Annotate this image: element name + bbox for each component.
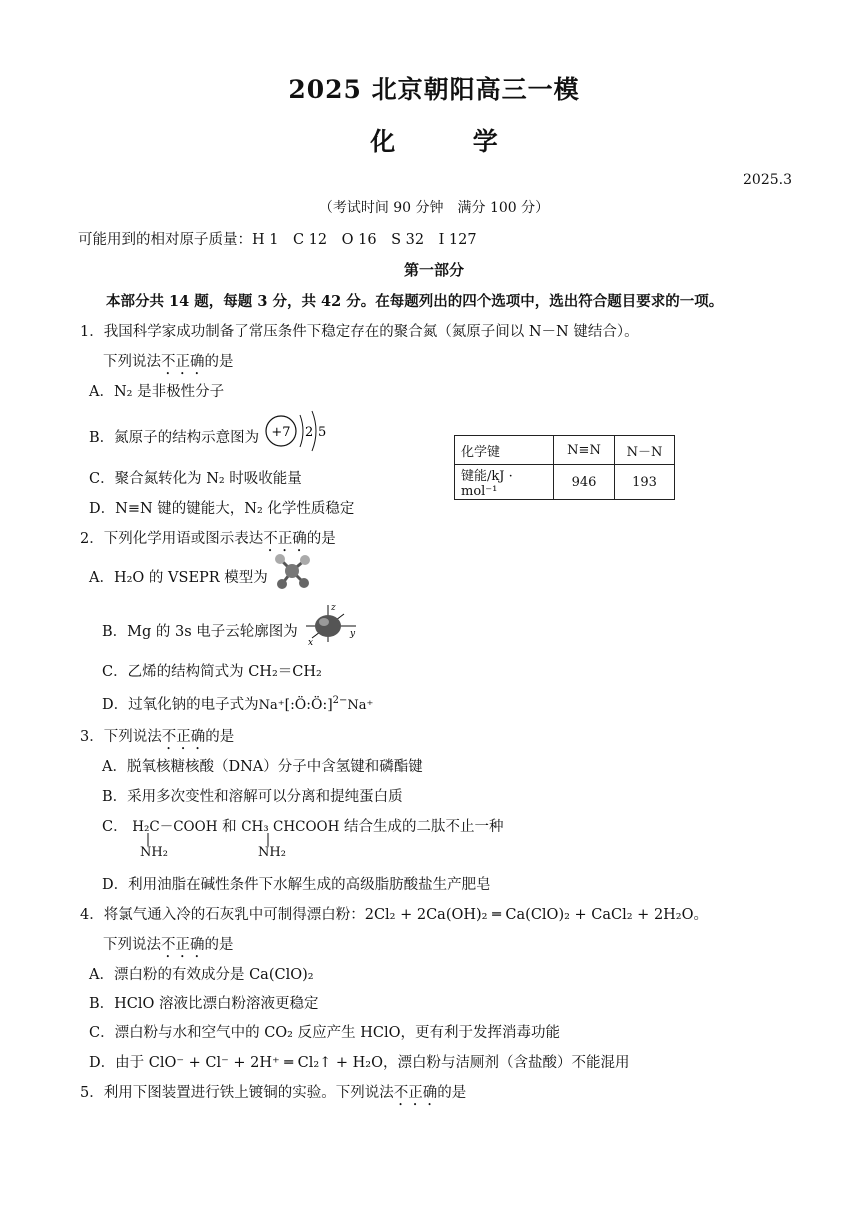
q2-option-a[interactable]: A．H₂O 的 VSEPR 模型为	[89, 565, 312, 591]
exam-title: 2025 北京朝阳高三一模	[288, 75, 580, 104]
z-axis-label: z	[331, 603, 337, 613]
q4-option-b[interactable]: B．HClO 溶液比漂白粉溶液更稳定	[89, 996, 319, 1012]
q3-option-b[interactable]: B．采用多次变性和溶解可以分离和提纯蛋白质	[102, 789, 403, 805]
emphasis: 不正确	[161, 729, 206, 745]
subject-char-2: 学	[472, 127, 498, 156]
peroxide-ion: [:Ö:Ö:]	[284, 697, 333, 713]
x-axis-label: x	[308, 638, 314, 646]
charge: 2−	[332, 695, 348, 707]
sodium-ion: Na⁺	[258, 698, 285, 713]
atomic-masses: 可能用到的相对原子质量：H 1 C 12 O 16 S 32 I 127	[78, 232, 477, 248]
table-cell: 946	[554, 465, 615, 500]
q1-ask: 下列说法不正确的是	[103, 354, 234, 370]
vsepr-model-image	[272, 551, 312, 591]
q1-option-b[interactable]: B．氮原子的结构示意图为 +7 2 5	[89, 423, 334, 453]
table-cell: 化学键	[455, 436, 554, 465]
q5-stem: 5．利用下图装置进行铁上镀铜的实验。下列说法不正确的是	[80, 1085, 467, 1101]
q1-option-d[interactable]: D．N≡N 键的键能大，N₂ 化学性质稳定	[89, 501, 355, 517]
amine-group-2: NH₂	[258, 845, 286, 860]
exam-time-info: （考试时间 90 分钟 满分 100 分）	[318, 200, 550, 216]
q4-option-c[interactable]: C．漂白粉与水和空气中的 CO₂ 反应产生 HClO，更有利于发挥消毒功能	[89, 1025, 560, 1041]
emphasis: 不正确	[161, 937, 205, 953]
q1-stem: 1．我国科学家成功制备了常压条件下稳定存在的聚合氮（氮原子间以 N－N 键结合）。	[80, 324, 639, 340]
q2-option-b[interactable]: B．Mg 的 3s 电子云轮廓图为 z y x	[102, 618, 360, 646]
part-title: 第一部分	[403, 261, 464, 279]
q2-stem: 2．下列化学用语或图示表达不正确的是	[80, 531, 336, 547]
shell-1-count: 2	[304, 425, 314, 440]
table-cell: 193	[615, 465, 675, 500]
table-cell: N≡N	[554, 436, 615, 465]
q2-option-d[interactable]: D．过氧化钠的电子式为Na⁺[:Ö:Ö:]$^{2-}$Na⁺	[102, 695, 374, 713]
subject-title	[0, 122, 868, 158]
emphasis: 不正确	[263, 531, 307, 547]
q3-option-c[interactable]: C． H₂C－COOH 和 CH₃ CHCOOH 结合生成的二肽不止一种	[102, 819, 504, 835]
glycine-formula: H₂C－COOH	[132, 819, 218, 835]
q3-option-a[interactable]: A．脱氧核糖核酸（DNA）分子中含氢键和磷酯键	[102, 759, 423, 775]
q4-ask: 下列说法不正确的是	[103, 937, 234, 953]
exam-date: 2025.3	[743, 172, 792, 188]
y-axis-label: y	[350, 629, 356, 639]
table-row	[455, 465, 675, 500]
table-cell: N－N	[615, 436, 675, 465]
emphasis: 不正确	[393, 1085, 438, 1101]
table-row	[455, 436, 675, 465]
table-cell: 键能/kJ · mol⁻¹	[455, 465, 554, 500]
emphasis: 不正确	[161, 354, 205, 370]
shell-2-count: 5	[317, 425, 327, 440]
q4-option-d[interactable]: D．由于 ClO⁻ + Cl⁻ + 2H⁺ ═ Cl₂↑ + H₂O，漂白粉与洁厕剂（含盐酸）不能混用	[89, 1055, 630, 1071]
3s-orbital-image	[302, 602, 360, 646]
subject-char-1: 化	[370, 127, 396, 156]
q2-option-c[interactable]: C．乙烯的结构简式为 CH₂＝CH₂	[102, 664, 322, 680]
nitrogen-atom-structure-diagram	[264, 409, 334, 453]
sodium-ion: Na⁺	[347, 698, 374, 713]
q1-option-c[interactable]: C．聚合氮转化为 N₂ 时吸收能量	[89, 471, 302, 487]
alanine-formula: CH₃ CHCOOH	[241, 819, 340, 835]
nucleus-charge: +7	[271, 425, 291, 440]
q4-stem: 4．将氯气通入冷的石灰乳中可制得漂白粉：2Cl₂ + 2Ca(OH)₂ ═ Ca(ClO)₂ + CaCl₂ + 2H₂O。	[80, 907, 709, 923]
q3-option-d[interactable]: D．利用油脂在碱性条件下水解生成的高级脂肪酸盐生产肥皂	[102, 877, 491, 893]
q1-option-a[interactable]: A．N₂ 是非极性分子	[89, 384, 225, 400]
part-instruction: 本部分共 14 题，每题 3 分，共 42 分。在每题列出的四个选项中，选出符合题目要求的一项。	[106, 293, 724, 310]
amine-group-1: NH₂	[140, 845, 168, 860]
q4-option-a[interactable]: A．漂白粉的有效成分是 Ca(ClO)₂	[89, 967, 314, 983]
q3-stem: 3．下列说法不正确的是	[80, 729, 235, 745]
bond-energy-table	[454, 435, 675, 500]
